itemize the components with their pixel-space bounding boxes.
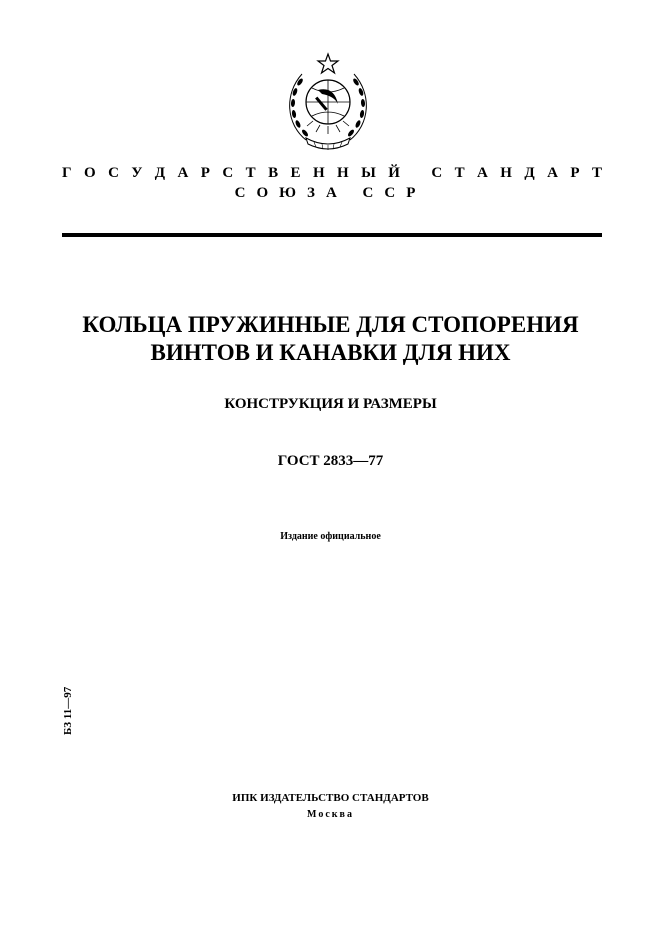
publisher-city: Москва (307, 809, 354, 820)
edition-note: Издание официальное (280, 531, 381, 542)
standard-number: ГОСТ 2833—77 (277, 453, 384, 469)
header-word-state: Г О С У Д А Р С Т В Е Н Н Ы Й (62, 165, 400, 181)
title-line1: КОЛЬЦА ПРУЖИННЫЕ ДЛЯ СТОПОРЕНИЯ (82, 312, 579, 337)
title-line2: ВИНТОВ И КАНАВКИ ДЛЯ НИХ (150, 340, 511, 365)
header-title-line1 (62, 165, 602, 182)
document-subtitle: КОНСТРУКЦИЯ И РАЗМЕРЫ (224, 396, 437, 412)
header-divider (62, 233, 602, 237)
document-title (0, 311, 661, 367)
publisher-name: ИПК ИЗДАТЕЛЬСТВО СТАНДАРТОВ (232, 792, 429, 804)
header-word-standard: С Т А Н Д А Р Т (431, 165, 602, 181)
header-title-line2: СОЮЗА ССР (234, 185, 427, 201)
side-code: БЗ 11—97 (62, 686, 74, 735)
ussr-coat-of-arms-icon (276, 52, 380, 156)
